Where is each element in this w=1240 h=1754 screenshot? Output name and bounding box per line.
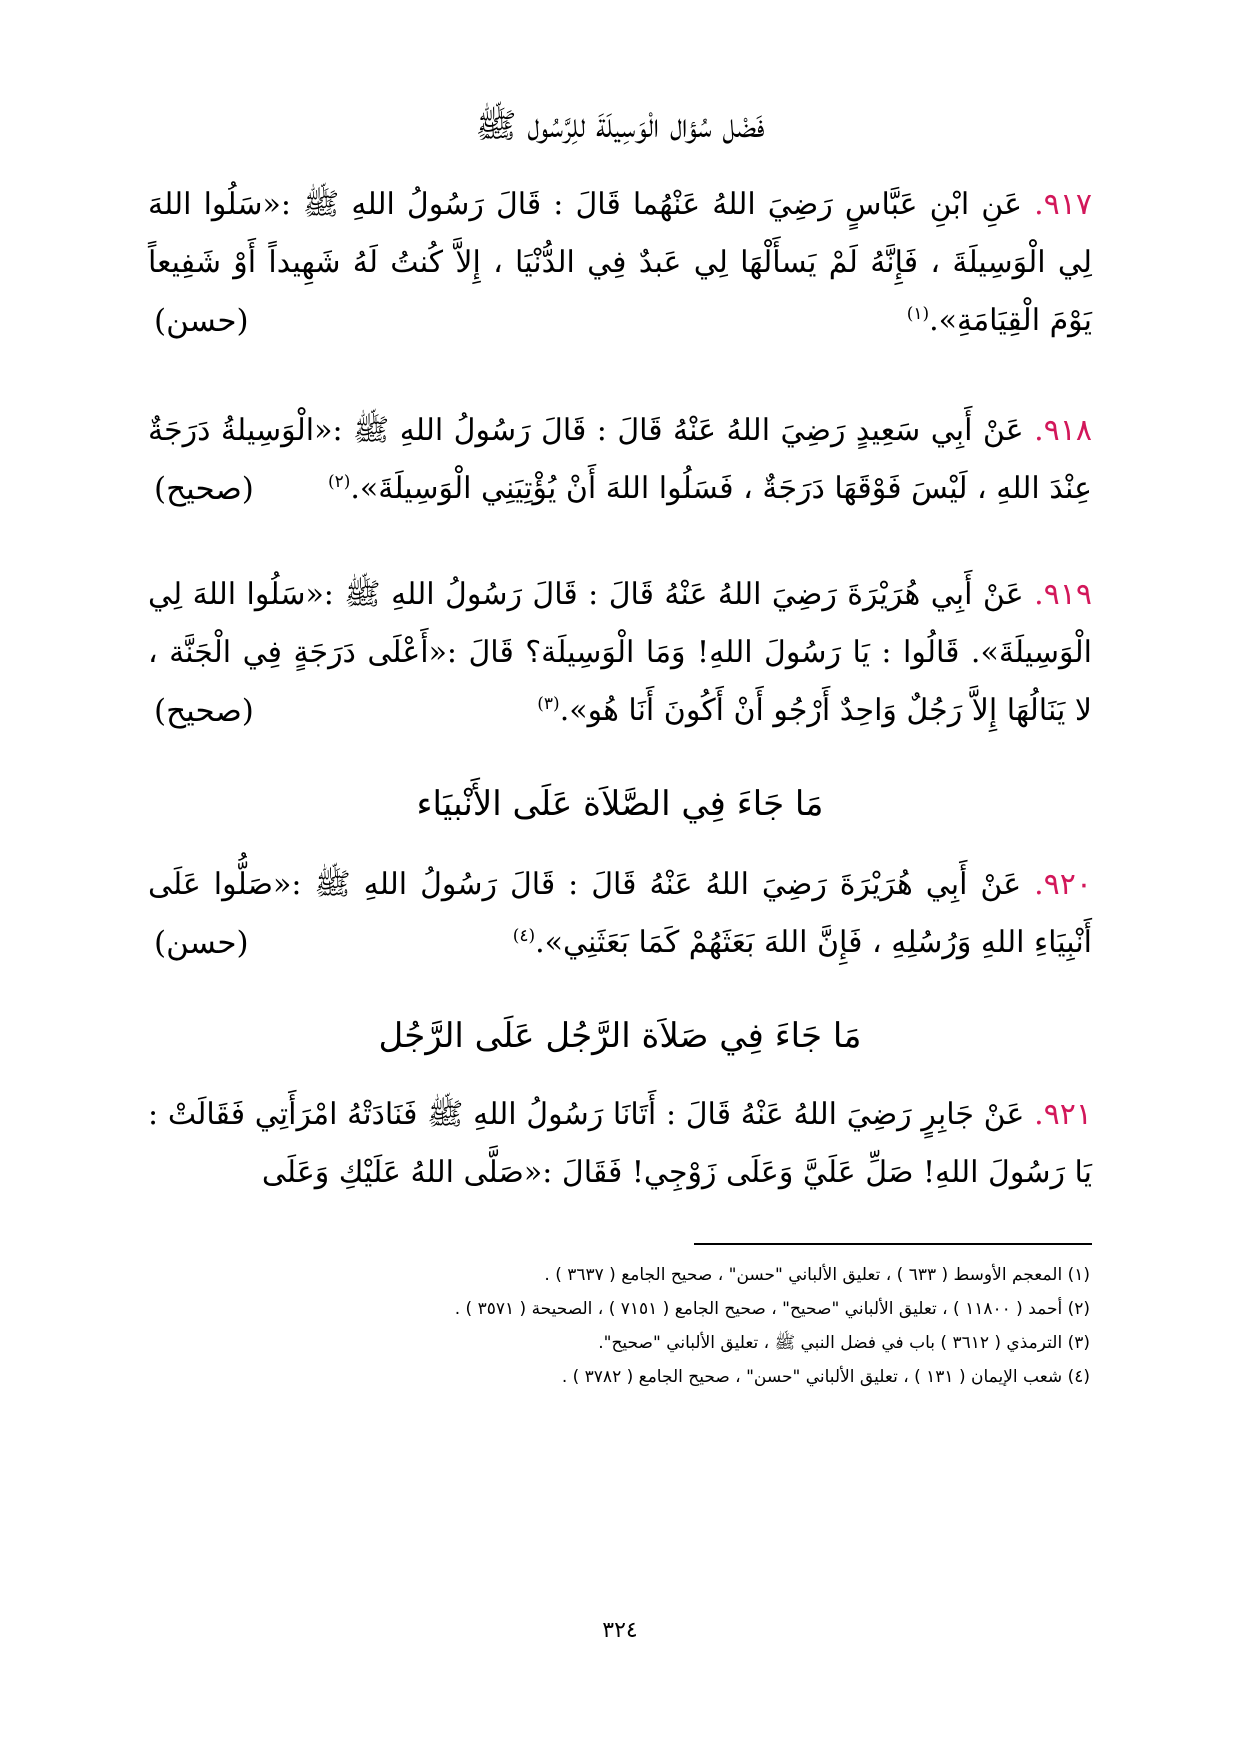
hadith-text: عَنْ جَابِرٍ رَضِيَ اللهُ عَنْهُ قَالَ : أَتَانَا رَسُولُ اللهِ ﷺ فَنَادَتْهُ امْرَأَتِي فَقَالَتْ : يَا رَسُولَ اللهِ! صَلِّ عَلَيَّ وَعَلَى زَوْجِي! فَقَالَ :«صَلَّى اللهُ عَلَيْكِ وَعَلَى bbox=[148, 1097, 1092, 1190]
footnotes bbox=[150, 1258, 1090, 1394]
section-heading-prophets: مَا جَاءَ فِي الصَّلاَة عَلَى الأَنْبيَاء bbox=[416, 784, 824, 824]
footnote-ref: (١) bbox=[906, 304, 930, 324]
hadith-917 bbox=[148, 176, 1092, 350]
footnote-ref: (٢) bbox=[327, 472, 351, 492]
footnote-ref: (٤) bbox=[512, 926, 536, 946]
hadith-918 bbox=[148, 402, 1092, 518]
hadith-grade: (صحيح) bbox=[154, 471, 254, 507]
footnote-divider bbox=[694, 1243, 1092, 1245]
hadith-920 bbox=[148, 856, 1092, 972]
footnote-3: (٣) الترمذي ( ٣٦١٢ ) باب في فضل النبي ﷺ ، تعليق الألباني "صحيح". bbox=[598, 1333, 1090, 1353]
hadith-921 bbox=[148, 1086, 1092, 1202]
hadith-919 bbox=[148, 566, 1092, 740]
hadith-text: عَنِ ابْنِ عَبَّاسٍ رَضِيَ اللهُ عَنْهُما قَالَ : قَالَ رَسُولُ اللهِ ﷺ :«سَلُوا اللهَ لِي الْوَسِيلَةَ ، فَإِنَّهُ لَمْ يَسأَلْهَا لِي عَبدٌ فِي الدُّنْيَا ، إِلاَّ كُنتُ لَهُ شَهِيداً أَوْ شَفِيعاً يَوْمَ الْقِيَامَةِ». bbox=[148, 187, 1092, 338]
hadith-grade: (صحيح) bbox=[154, 693, 254, 729]
hadith-number: ٩٢١. bbox=[1034, 1097, 1093, 1132]
hadith-grade: (حسن) bbox=[154, 925, 249, 961]
section-heading-man-on-man: مَا جَاءَ فِي صَلاَة الرَّجُل عَلَى الرَّجُل bbox=[378, 1016, 862, 1056]
hadith-number: ٩٢٠. bbox=[1034, 867, 1092, 902]
hadith-grade: (حسن) bbox=[154, 303, 249, 339]
footnote-4: (٤) شعب الإيمان ( ١٣١ ) ، تعليق الألباني "حسن" ، صحيح الجامع ( ٣٧٨٢ ) . bbox=[561, 1367, 1090, 1387]
hadith-number: ٩١٨. bbox=[1034, 413, 1092, 448]
footnote-2: (٢) أحمد ( ١١٨٠٠ ) ، تعليق الألباني "صحيح" ، صحيح الجامع ( ٧١٥١ ) ، الصحيحة ( ٣٥٧١ ) . bbox=[454, 1299, 1090, 1319]
section-heading-wasila: فَضْل سُؤال الْوَسِيلَةَ للِرَّسُول ﷺ bbox=[475, 106, 765, 146]
page-number: ٣٢٤ bbox=[602, 1618, 638, 1643]
footnote-ref: (٣) bbox=[537, 694, 560, 714]
hadith-number: ٩١٧. bbox=[1034, 187, 1092, 222]
hadith-number: ٩١٩. bbox=[1034, 577, 1092, 612]
hadith-text: عَنْ أَبِي هُرَيْرَةَ رَضِيَ اللهُ عَنْهُ قَالَ : قَالَ رَسُولُ اللهِ ﷺ :«صَلُّوا عَلَى أَنْبِيَاءِ اللهِ وَرُسُلِهِ ، فَإِنَّ اللهَ بَعَثَهُمْ كَمَا بَعَثَنِي». bbox=[148, 867, 1092, 960]
hadith-text: عَنْ أَبِي هُرَيْرَةَ رَضِيَ اللهُ عَنْهُ قَالَ : قَالَ رَسُولُ اللهِ ﷺ :«سَلُوا اللهَ لِي الْوَسِيلَةَ». قَالُوا : يَا رَسُولَ اللهِ! وَمَا الْوَسِيلَة؟ قَالَ :«أَعْلَى دَرَجَةٍ فِي الْجَنَّة ، لا يَنَالُهَا إِلاَّ رَجُلٌ وَاحِدٌ أَرْجُو أَنْ أَكُونَ أَنَا هُو». bbox=[148, 577, 1093, 728]
hadith-text: عَنْ أَبِي سَعِيدٍ رَضِيَ اللهُ عَنْهُ قَالَ : قَالَ رَسُولُ اللهِ ﷺ :«الْوَسِيلةُ دَرَجَةٌ عِنْدَ اللهِ ، لَيْسَ فَوْقَهَا دَرَجَةٌ ، فَسَلُوا اللهَ أَنْ يُؤْتِيَنِي الْوَسِيلَةَ». bbox=[148, 413, 1092, 506]
footnote-1: (١) المعجم الأوسط ( ٦٣٣ ) ، تعليق الألباني "حسن" ، صحيح الجامع ( ٣٦٣٧ ) . bbox=[544, 1265, 1090, 1285]
